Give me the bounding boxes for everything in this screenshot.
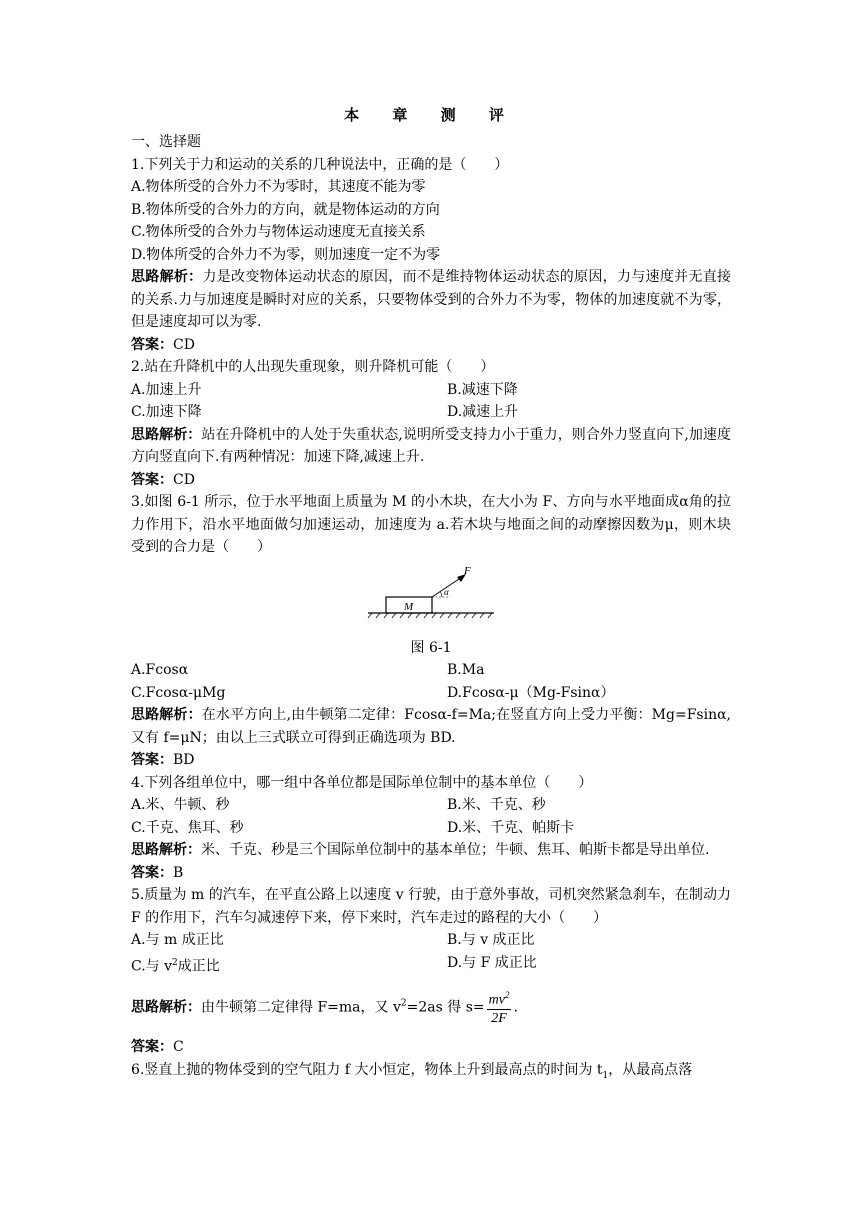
q5-formula: [487, 986, 512, 1029]
angle-label: α: [444, 586, 449, 597]
q5-option-c-sup: 2: [172, 957, 178, 968]
q6-stem-post: ，从最高点落: [608, 1061, 693, 1078]
q4-analysis: [131, 839, 731, 862]
q4-options-row1: [131, 794, 731, 817]
q5-options-row1: [131, 929, 731, 952]
mass-label: M: [404, 600, 414, 613]
q2-answer-value: CD: [173, 471, 195, 488]
q5-answer-label: 答案：: [131, 1039, 173, 1056]
q2-option-d: D.减速上升: [447, 404, 519, 420]
q5-analysis-mid: =2as 得 s=: [406, 998, 485, 1015]
q1-stem: 1.下列关于力和运动的关系的几种说法中，正确的是（ ）: [131, 156, 509, 173]
q3-option-b: B.Ma: [447, 662, 485, 678]
q2-analysis-label: 思路解析：: [131, 426, 202, 443]
q1-analysis-text: 力是改变物体运动状态的原因，而不是维持物体运动状态的原因，力与速度并无直接的关系.力与加速度是瞬时对应的关系，只要物体受到的合外力不为零，物体的加速度就不为零，但是速度却可以为零.: [131, 269, 732, 330]
figure-6-1: [131, 565, 731, 631]
q2-option-c: C.加速下降: [131, 404, 202, 420]
q4-option-b: B.米、千克、秒: [447, 797, 546, 813]
block-force-diagram: [366, 565, 496, 627]
q4-analysis-label: 思路解析：: [131, 842, 201, 858]
q4-option-d: D.米、千克、帕斯卡: [447, 819, 575, 836]
q5-option-c-pre: C.与 v: [131, 958, 173, 975]
q4-options-row2: [131, 817, 731, 840]
q5-answer-value: C: [173, 1039, 184, 1056]
angle-arc: [441, 592, 443, 597]
q5-option-c-post: 成正比: [177, 958, 220, 975]
q6-stem: [131, 1059, 731, 1087]
q3-analysis-text: 在水平方向上,由牛顿第二定律：Fcosα-f=Ma;在竖直方向上受力平衡：Mg=Fsinα,又有 f=μN；由以上三式联立可得到正确选项为 BD.: [131, 707, 732, 746]
q3-option-a: A.Fcosα: [131, 662, 189, 678]
q3-answer: [131, 749, 731, 772]
q2-answer: [131, 469, 731, 492]
q1-option-c: C.物体所受的合外力与物体运动速度无直接关系: [131, 224, 426, 240]
q5-option-d: D.与 F 成正比: [447, 954, 537, 971]
q3-option-c: C.Fcosα-μMg: [131, 684, 226, 701]
q4-answer-label: 答案：: [131, 864, 173, 881]
q5-analysis-sup: 2: [400, 998, 407, 1009]
q2-option-b: B.减速下降: [447, 381, 518, 398]
q4-answer-value: B: [173, 864, 184, 881]
q6-stem-sub: 1: [602, 1070, 609, 1081]
q2-options-row1: [131, 379, 731, 402]
q1-answer-label: 答案：: [131, 336, 173, 353]
q1-option-a: A.物体所受的合外力不为零时，其速度不能为零: [131, 179, 426, 195]
q4-analysis-text: 米、千克、秒是三个国际单位制中的基本单位；牛顿、焦耳、帕斯卡都是导出单位.: [201, 842, 710, 858]
figure-caption: 图 6-1: [410, 639, 452, 656]
chapter-title: 本 章 测 评: [344, 106, 518, 124]
q5-formula-denominator: 2F: [491, 1011, 507, 1027]
q1-answer: [131, 334, 731, 357]
q3-answer-label: 答案：: [131, 752, 173, 768]
q4-answer: [131, 862, 731, 885]
q5-answer: [131, 1036, 731, 1059]
q5-option-a: A.与 m 成正比: [131, 932, 224, 948]
q5-analysis-pre: 由牛顿第二定律得 F=ma，又 v: [201, 998, 401, 1015]
q1-analysis-label: 思路解析：: [131, 269, 203, 285]
q1-option-d: D.物体所受的合外力不为零，则加速度一定不为零: [131, 246, 441, 263]
q2-options-row2: [131, 401, 731, 424]
q4-option-a: A.米、牛顿、秒: [131, 797, 230, 813]
q5-analysis: [131, 986, 731, 1029]
q2-analysis: [131, 424, 731, 469]
force-label: F: [464, 564, 471, 577]
document-page: [131, 104, 731, 1087]
q2-answer-label: 答案：: [131, 471, 173, 488]
q1-option-b: B.物体所受的合外力的方向，就是物体运动的方向: [131, 201, 440, 218]
q3-stem: 3.如图 6-1 所示，位于水平地面上质量为 M 的小木块，在大小为 F、方向与水平地面成α角的拉力作用下，沿水平地面做匀加速运动，加速度为 a.若木块与地面之间的动摩擦因数为μ，则木块受到的合力是（ ）: [131, 494, 731, 555]
q5-formula-num-sup: 2: [504, 989, 510, 1000]
q5-stem: 5.质量为 m 的汽车，在平直公路上以速度 v 行驶，由于意外事故，司机突然紧急刹车，在制动力 F 的作用下，汽车匀减速停下来，停下来时，汽车走过的路程的大小（ ）: [131, 887, 731, 926]
q3-answer-value: BD: [173, 752, 195, 768]
q3-option-d: D.Fcosα-μ（Mg-Fsinα）: [447, 684, 615, 701]
q1-answer-value: CD: [173, 336, 195, 353]
q5-analysis-post: .: [513, 998, 518, 1015]
q3-analysis-label: 思路解析：: [131, 707, 202, 723]
q3-options-row1: [131, 659, 731, 682]
q6-stem-pre: 6.竖直上抛的物体受到的空气阻力 f 大小恒定，物体上升到最高点的时间为 t: [131, 1061, 603, 1078]
q2-option-a: A.加速上升: [131, 381, 202, 398]
q4-stem: 4.下列各组单位中，哪一组中各单位都是国际单位制中的基本单位（ ）: [131, 774, 593, 791]
q5-option-b: B.与 v 成正比: [447, 932, 535, 948]
q5-analysis-label: 思路解析：: [131, 998, 201, 1015]
q5-option-c: [131, 952, 447, 978]
q5-formula-numerator: [487, 986, 512, 1011]
ground-hatching: [368, 613, 492, 618]
q3-analysis: [131, 704, 731, 749]
q5-formula-num-text: mv: [488, 992, 505, 1008]
q4-option-c: C.千克、焦耳、秒: [131, 819, 244, 836]
q2-analysis-text: 站在升降机中的人处于失重状态,说明所受支持力小于重力，则合外力竖直向下,加速度方向竖直向下.有两种情况：加速下降,减速上升.: [131, 426, 732, 465]
q5-options-row2: [131, 952, 731, 978]
section-heading: 一、选择题: [131, 134, 201, 150]
q2-stem: 2.站在升降机中的人出现失重现象，则升降机可能（ ）: [131, 359, 495, 375]
q1-analysis: [131, 266, 731, 334]
q3-options-row2: [131, 682, 731, 705]
